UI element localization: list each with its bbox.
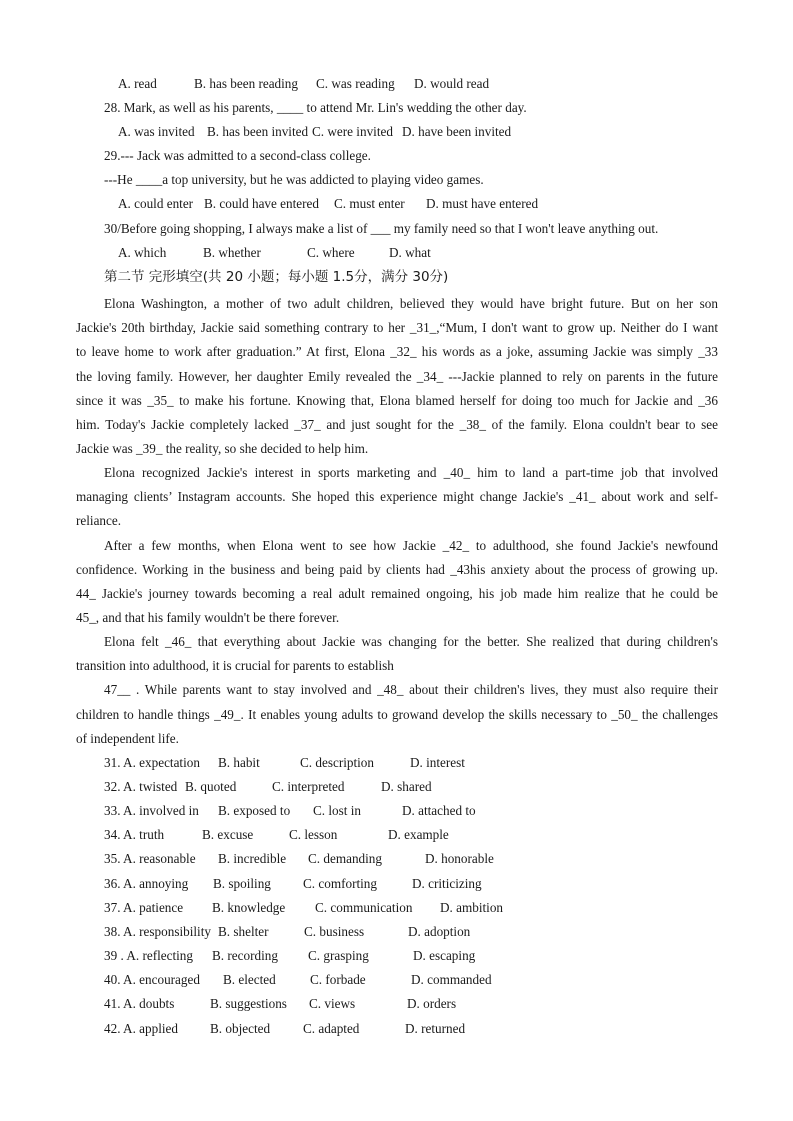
option-c: C. demanding (308, 851, 382, 866)
options-row-39 (104, 947, 746, 965)
option-b: B. elected (223, 972, 276, 987)
option-a: 40. A. encouraged (104, 972, 200, 987)
option-a: 33. A. involved in (104, 803, 199, 818)
option-a: 34. A. truth (104, 827, 165, 842)
option-d: D. example (388, 827, 449, 842)
option-a: A. which (118, 245, 167, 260)
option-a: 38. A. responsibility (104, 924, 211, 939)
option-c: C. lost in (313, 803, 361, 818)
passage-line: Elona Washington, a mother of two adult children, believed they would have bright future. But on her son (104, 296, 718, 311)
option-a: A. read (118, 76, 157, 91)
option-b: B. shelter (218, 924, 269, 939)
q29-options (118, 195, 760, 213)
options-row-36 (104, 875, 746, 893)
q27-options (118, 75, 760, 93)
option-c: C. communication (315, 900, 413, 915)
options-row-38 (104, 923, 746, 941)
option-c: C. grasping (308, 948, 369, 963)
passage-line: him. Today's Jackie completely lacked _37_ and just sought for the _38_ of the family. Elona couldn't bear to see (76, 417, 718, 432)
option-c: C. were invited (312, 124, 393, 139)
option-b: B. quoted (185, 779, 237, 794)
option-b: B. incredible (218, 851, 287, 866)
passage-line: After a few months, when Elona went to see how Jackie _42_ to adulthood, she found Jackie's newfound (104, 538, 718, 553)
option-b: B. could have entered (204, 196, 319, 211)
options-row-40 (104, 971, 746, 989)
passage-line: Jackie's 20th birthday, Jackie said something contrary to her _31_,“Mum, I don't want to grow up. Neither do I want (76, 320, 718, 335)
q30-options (118, 244, 760, 262)
passage-line: to leave home to work after graduation.” At first, Elona _32_ his words as a joke, assuming Jackie was simply _33 (76, 344, 718, 359)
options-row-34 (104, 826, 746, 844)
option-d: D. commanded (411, 972, 492, 987)
option-b: B. whether (203, 245, 261, 260)
option-a: 39 . A. reflecting (104, 948, 193, 963)
option-d: D. shared (381, 779, 432, 794)
option-c: C. interpreted (272, 779, 345, 794)
option-a: A. was invited (118, 124, 195, 139)
options-row-41 (104, 995, 746, 1013)
passage-line: Elona felt _46_ that everything about Jackie was changing for the better. She realized that during children's (104, 634, 718, 649)
option-a: 37. A. patience (104, 900, 184, 915)
option-c: C. was reading (316, 76, 395, 91)
option-c: C. business (304, 924, 365, 939)
option-a: 36. A. annoying (104, 876, 189, 891)
passage-line: reliance. (76, 513, 122, 528)
option-a: 35. A. reasonable (104, 851, 196, 866)
option-d: D. must have entered (426, 196, 539, 211)
section-heading: 第二节 完形填空(共 20 小题；每小题 1.5分，满分 30分) (104, 269, 449, 285)
options-row-32 (104, 778, 746, 796)
option-b: B. has been invited (207, 124, 309, 139)
question-29-stem: 29.--- Jack was admitted to a second-class college. (104, 148, 371, 163)
option-d: D. ambition (440, 900, 504, 915)
options-row-31 (104, 754, 746, 772)
passage-line: 44_ Jackie's journey towards becoming a real adult remained ongoing, his job made him realize that he could be (76, 586, 718, 601)
passage-line: confidence. Working in the business and being paid by clients had _43his anxiety about the process of growing up. (76, 562, 718, 577)
options-row-35 (104, 850, 746, 868)
option-a: 42. A. applied (104, 1021, 178, 1036)
option-b: B. suggestions (210, 996, 287, 1011)
option-b: B. habit (218, 755, 260, 770)
option-d: D. criticizing (412, 876, 482, 891)
option-c: C. views (309, 996, 356, 1011)
q28-options (118, 123, 760, 141)
option-a: A. could enter (118, 196, 194, 211)
option-b: B. objected (210, 1021, 271, 1036)
options-row-33 (104, 802, 746, 820)
option-b: B. recording (212, 948, 278, 963)
option-d: D. adoption (408, 924, 471, 939)
option-d: D. escaping (413, 948, 476, 963)
question-29-reply: ---He ____a top university, but he was addicted to playing video games. (104, 172, 484, 187)
passage-line: since it was _35_ to make his fortune. Knowing that, Elona blamed herself for doing too much for Jackie and _36 (76, 393, 718, 408)
passage-line: transition into adulthood, it is crucial for parents to establish (76, 658, 394, 673)
options-row-37 (104, 899, 746, 917)
passage-line: 47__ . While parents want to stay involved and _48_ about their children's lives, they must also require their (104, 682, 718, 697)
option-a: 41. A. doubts (104, 996, 175, 1011)
option-c: C. must enter (334, 196, 405, 211)
passage-line: of independent life. (76, 731, 179, 746)
option-b: B. knowledge (212, 900, 286, 915)
options-row-42 (104, 1020, 746, 1038)
option-a: 32. A. twisted (104, 779, 178, 794)
question-30-stem: 30/Before going shopping, I always make a list of ___ my family need so that I won't leave anything out. (104, 221, 659, 236)
option-d: D. what (389, 245, 431, 260)
option-b: B. excuse (202, 827, 254, 842)
passage-line: 45_, and that his family wouldn't be there forever. (76, 610, 340, 625)
option-a: 31. A. expectation (104, 755, 200, 770)
option-b: B. has been reading (194, 76, 298, 91)
option-c: C. description (300, 755, 374, 770)
option-d: D. orders (407, 996, 457, 1011)
passage-line: Elona recognized Jackie's interest in sports marketing and _40_ him to land a part-time job that involved (104, 465, 718, 480)
option-d: D. have been invited (402, 124, 512, 139)
passage-line: children to handle things _49_. It enables young adults to growand develop the skills necessary to _50_ the challenges (76, 707, 718, 722)
option-b: B. spoiling (213, 876, 271, 891)
passage-line: the loving family. However, her daughter Emily revealed the _34_ ---Jackie planned to rely on parents in the future (76, 369, 718, 384)
option-c: C. where (307, 245, 355, 260)
option-c: C. comforting (303, 876, 377, 891)
passage-line: Jackie was _39_ the reality, so she decided to help him. (76, 441, 369, 456)
option-d: D. would read (414, 76, 490, 91)
option-c: C. lesson (289, 827, 338, 842)
option-c: C. adapted (303, 1021, 360, 1036)
option-d: D. interest (410, 755, 465, 770)
option-d: D. honorable (425, 851, 494, 866)
question-28-stem: 28. Mark, as well as his parents, ____ to attend Mr. Lin's wedding the other day. (104, 100, 527, 115)
option-c: C. forbade (310, 972, 366, 987)
passage-line: managing clients’ Instagram accounts. She hoped this experience might change Jackie's _41_ about work and self- (76, 489, 718, 504)
option-d: D. returned (405, 1021, 466, 1036)
option-d: D. attached to (402, 803, 476, 818)
option-b: B. exposed to (218, 803, 291, 818)
